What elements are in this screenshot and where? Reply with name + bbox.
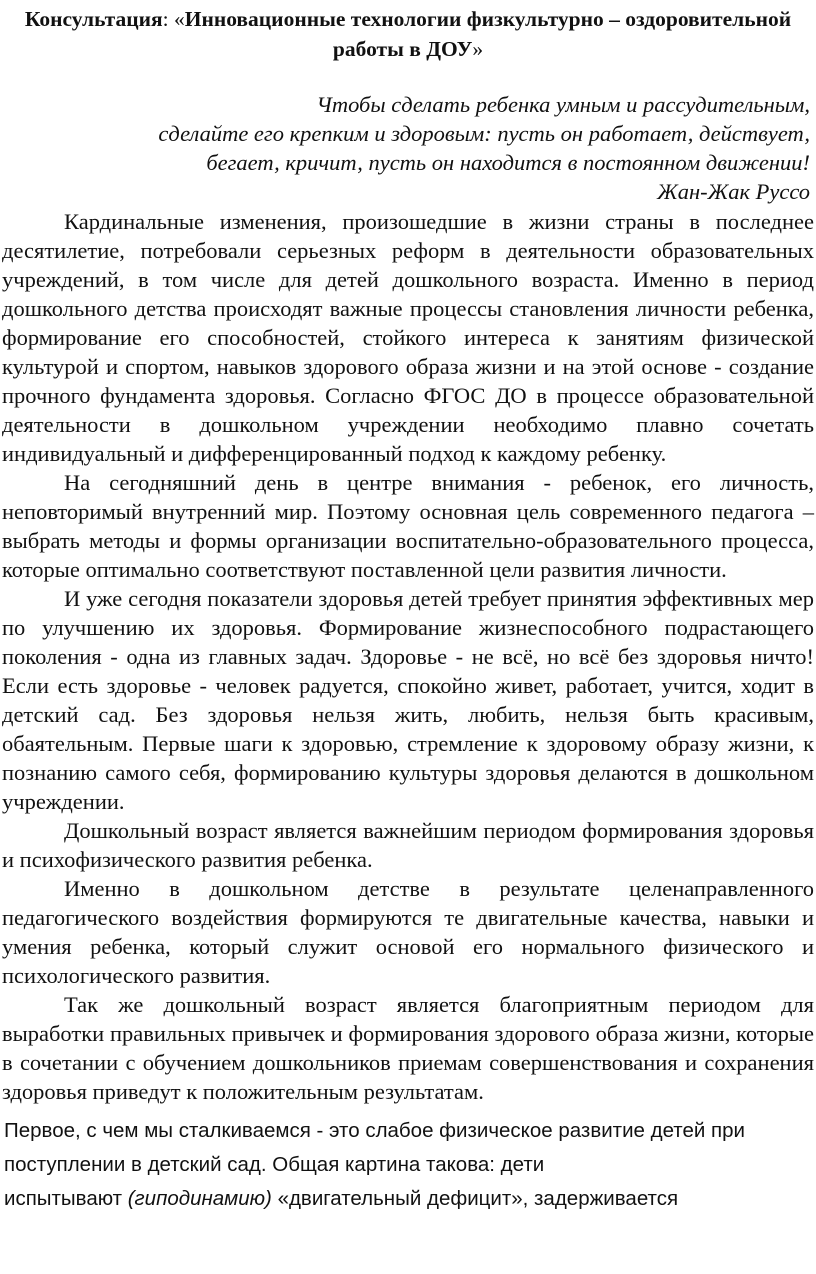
epigraph-author: Жан-Жак Руссо [657,179,810,204]
continuation-line-start: испытывают [4,1187,128,1210]
page-title [2,0,814,64]
continuation-line: Первое, с чем мы сталкиваемся - это слабое физическое развитие детей при [4,1119,745,1142]
paragraph: И уже сегодня показатели здоровья детей требует принятия эффективных мер по улучшению их здоровья. Формирование жизнеспособного подрастающего поколения - одна из главных задач. Здоровье - не всё, но всё без здоровья ничто! Если есть здоровье - человек радуется, спокойно живет, работает, учится, ходит в детский сад. Без здоровья нельзя жить, любить, нельзя быть красивым, обаятельным. Первые шаги к здоровью, стремление к здоровому образу жизни, к познанию самого себя, формированию культуры здоровья делаются в дошкольном учреждении. [2,586,814,814]
paragraph: Так же дошкольный возраст является благоприятным периодом для выработки правильных привычек и формирования здорового образа жизни, которые в сочетании с обучением дошкольников приемам совершенствования и сохранения здоровья приведут к положительным результатам. [2,992,814,1104]
continuation-line [4,1182,814,1216]
title-close: » [472,37,484,61]
title-separator: : « [162,7,185,31]
continuation-line-italic: (гиподинамию) [127,1187,272,1210]
epigraph-line: Чтобы сделать ребенка умным и рассудительным, [316,92,810,117]
title-label: Консультация [24,7,163,31]
continuation-line: поступлении в детский сад. Общая картина такова: дети [4,1153,545,1176]
epigraph [2,90,814,206]
continuation-text [2,1114,814,1216]
epigraph-line: сделайте его крепким и здоровым: пусть он работает, действует, [158,121,810,146]
document-body [2,207,814,1106]
continuation-line-end: «двигательный дефицит», задерживается [271,1187,679,1210]
paragraph: Дошкольный возраст является важнейшим периодом формирования здоровья и психофизического развития ребенка. [2,818,814,872]
paragraph: На сегодняшний день в центре внимания - ребенок, его личность, неповторимый внутренний мир. Поэтому основная цель современного педагога – выбрать методы и формы организации воспитательно-образовательного процесса, которые оптимально соответствуют поставленной цели развития личности. [2,470,814,582]
paragraph: Кардинальные изменения, произошедшие в жизни страны в последнее десятилетие, потребовали серьезных реформ в деятельности образовательных учреждений, в том числе для детей дошкольного возраста. Именно в период дошкольного детства происходят важные процессы становления личности ребенка, формирование его способностей, стойкого интереса к занятиям физической культурой и спортом, навыков здорового образа жизни и на этой основе - создание прочного фундамента здоровья. Согласно ФГОС ДО в процессе образовательной деятельности в дошкольном учреждении необходимо плавно сочетать индивидуальный и дифференцированный подход к каждому ребенку. [2,209,814,466]
paragraph: Именно в дошкольном детстве в результате целенаправленного педагогического воздействия формируются те двигательные качества, навыки и умения ребенка, который служит основой его нормального физического и психологического развития. [2,876,814,988]
title-topic: Инновационные технологии физкультурно – оздоровительной работы в ДОУ [184,7,792,61]
epigraph-line: бегает, кричит, пусть он находится в постоянном движении! [206,150,810,175]
